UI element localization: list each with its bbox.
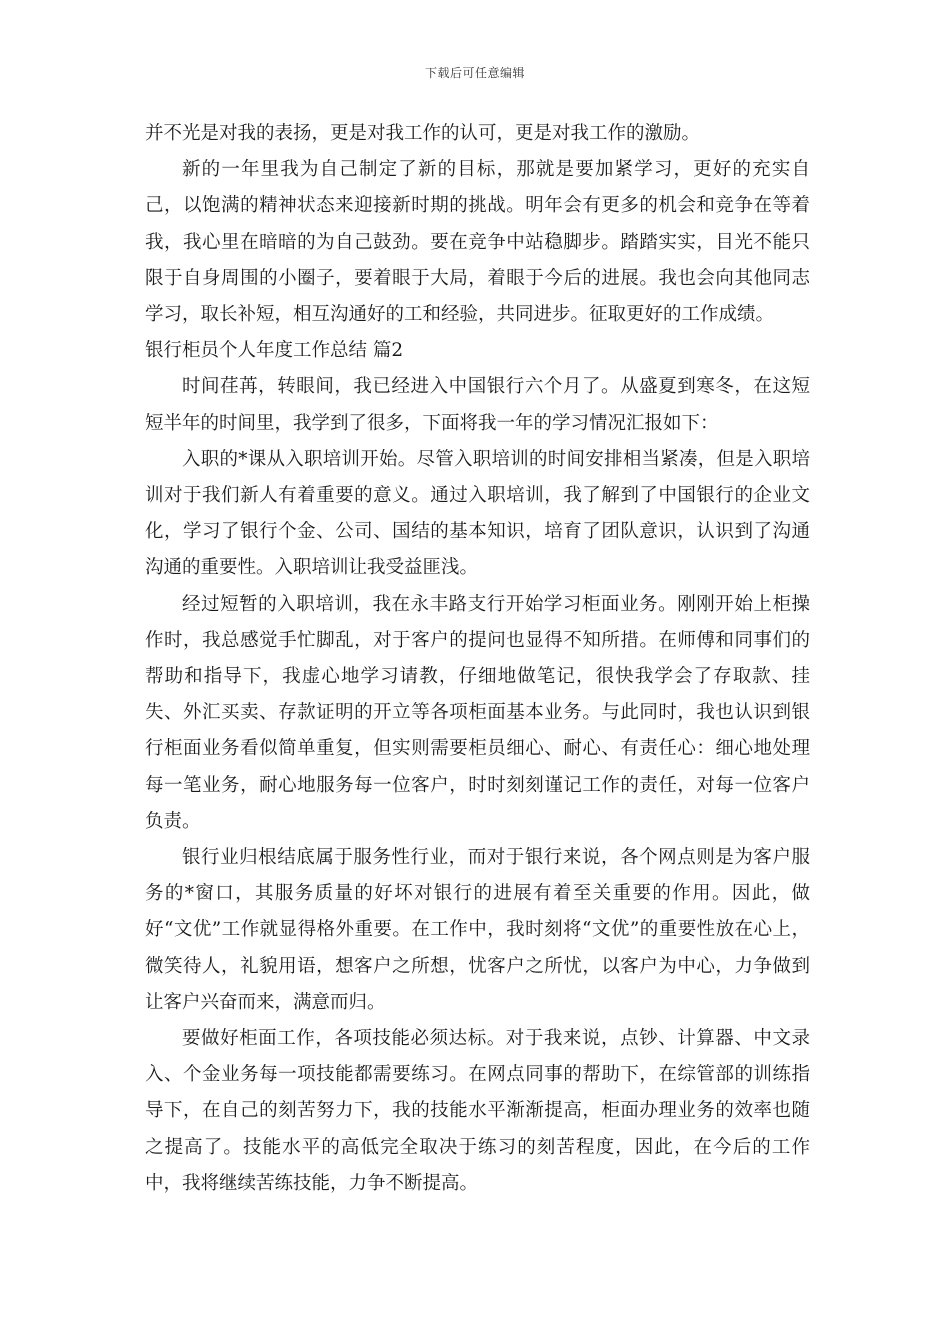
document-body — [145, 116, 810, 1202]
section-heading: 银行柜员个人年度工作总结 篇2 — [145, 340, 404, 362]
paragraph: 入职的*课从入职培训开始。尽管入职培训的时间安排相当紧凑，但是入职培训对于我们新人有着重要的意义。通过入职培训，我了解到了中国银行的企业文化，学习了银行个金、公司、国结的基本知识，培育了团队意识，认识到了沟通沟通的重要性。入职培训让我受益匪浅。 — [145, 448, 810, 579]
paragraph: 银行业归根结底属于服务性行业，而对于银行来说，各个网点则是为客户服务的*窗口，其服务质量的好坏对银行的进展有着至关重要的作用。因此，做好“文优”工作就显得格外重要。在工作中，我时刻将“文优”的重要性放在心上，微笑待人，礼貌用语，想客户之所想，忧客户之所忧，以客户为中心，力争做到让客户兴奋而来，满意而归。 — [145, 847, 810, 1013]
paragraph: 并不光是对我的表扬，更是对我工作的认可，更是对我工作的激励。 — [145, 123, 701, 144]
paragraph: 要做好柜面工作，各项技能必须达标。对于我来说，点钞、计算器、中文录入、个金业务每一项技能都需要练习。在网点同事的帮助下，在综管部的训练指导下，在自己的刻苦努力下，我的技能水平渐渐提高，柜面办理业务的效率也随之提高了。技能水平的高低完全取决于练习的刻苦程度，因此，在今后的工作中，我将继续苦练技能，力争不断提高。 — [145, 1028, 810, 1194]
paragraph: 经过短暂的入职培训，我在永丰路支行开始学习柜面业务。刚刚开始上柜操作时，我总感觉手忙脚乱，对于客户的提问也显得不知所措。在师傅和同事们的帮助和指导下，我虚心地学习请教，仔细地做笔记，很快我学会了存取款、挂失、外汇买卖、存款证明的开立等各项柜面基本业务。与此同时，我也认识到银行柜面业务看似简单重复，但实则需要柜员细心、耐心、有责任心：细心地处理每一笔业务，耐心地服务每一位客户，时时刻刻谨记工作的责任，对每一位客户负责。 — [145, 593, 810, 832]
paragraph: 时间荏苒，转眼间，我已经进入中国银行六个月了。从盛夏到寒冬，在这短短半年的时间里，我学到了很多，下面将我一年的学习情况汇报如下： — [145, 376, 810, 434]
page-header: 下载后可任意编辑 — [424, 66, 525, 80]
paragraph: 新的一年里我为自己制定了新的目标，那就是要加紧学习，更好的充实自己，以饱满的精神状态来迎接新时期的挑战。明年会有更多的机会和竞争在等着我，我心里在暗暗的为自己鼓劲。要在竞争中站稳脚步。踏踏实实，目光不能只限于自身周围的小圈子，要着眼于大局，着眼于今后的进展。我也会向其他同志学习，取长补短，相互沟通好的工和经验，共同进步。征取更好的工作成绩。 — [145, 159, 810, 326]
